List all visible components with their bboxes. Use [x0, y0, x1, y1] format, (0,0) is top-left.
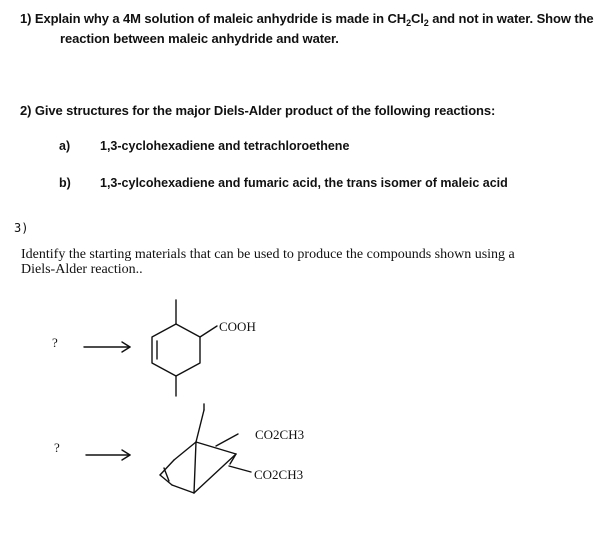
- question-2a-label: a): [59, 139, 71, 153]
- reaction-2-substituent-top: CO2CH3: [255, 427, 305, 442]
- bicyclooctene-diester-structure: [160, 404, 251, 493]
- question-2b-text: 1,3-cylcohexadiene and fumaric acid, the trans isomer of maleic acid: [100, 176, 508, 190]
- cyclohexene-carboxylic-acid-structure: [152, 300, 217, 396]
- reaction-2-unknown-label: ?: [54, 440, 60, 455]
- question-2b-label: b): [59, 176, 71, 190]
- question-3-number: 3): [14, 221, 29, 235]
- reaction-2-substituent-bottom: CO2CH3: [254, 467, 304, 482]
- question-2-text: 2) Give structures for the major Diels-Alder product of the following reactions:: [20, 103, 496, 118]
- question-2a-text: 1,3-cyclohexadiene and tetrachloroethene: [100, 139, 350, 153]
- reaction-2-arrow: [86, 450, 130, 460]
- question-1-line-2: reaction between maleic anhydride and water.: [60, 31, 339, 46]
- question-3-line-1: Identify the starting materials that can be used to produce the compounds shown using a: [21, 247, 515, 262]
- reaction-1-substituent: COOH: [219, 319, 256, 334]
- question-3-line-2: Diels-Alder reaction..: [21, 262, 143, 277]
- reaction-1-unknown-label: ?: [52, 335, 58, 350]
- reaction-1-arrow: [84, 342, 130, 352]
- question-1-line-1: 1) Explain why a 4M solution of maleic anhydride is made in $CH_2Cl_2$ and not in water. Show the: [20, 11, 594, 28]
